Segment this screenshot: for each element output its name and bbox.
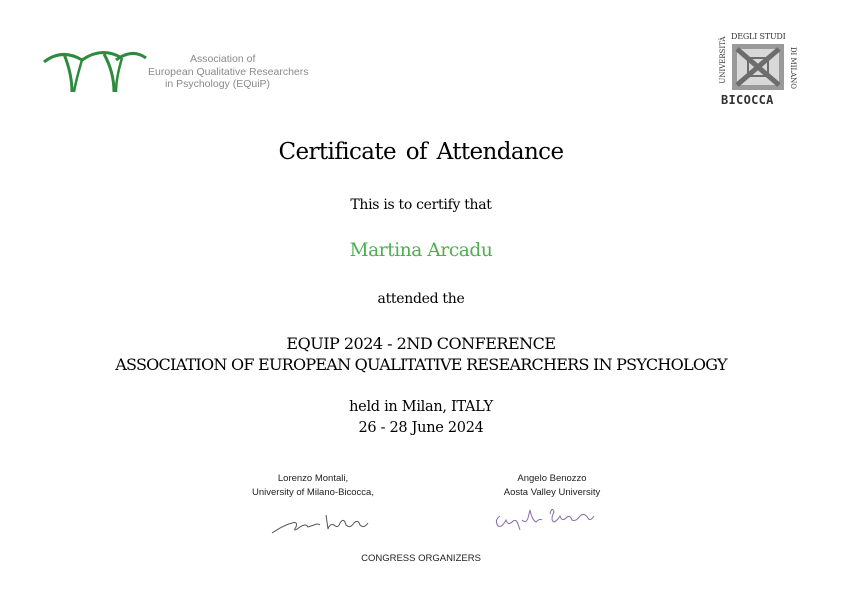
organizer-2-name: Angelo Benozzo (517, 473, 587, 484)
congress-organizers-label: CONGRESS ORGANIZERS (361, 553, 481, 564)
organizer-1-name: Lorenzo Montali, (277, 473, 349, 484)
organizer-1 (233, 472, 393, 500)
event-location: held in Milan, ITALY (349, 399, 493, 415)
bicocca-emblem-icon (730, 42, 786, 92)
equip-logo (42, 42, 309, 98)
recipient-name: Martina Arcadu (349, 240, 493, 261)
signature-2 (492, 500, 596, 534)
signature-1 (270, 503, 370, 535)
equip-arches-icon (42, 44, 152, 94)
equip-line-1: Association of (190, 53, 256, 65)
certificate-title: Certificate of Attendance (278, 139, 564, 165)
equip-line-3: in Psychology (EQuiP) (165, 78, 271, 90)
university-logo-bottom: BICOCCA (721, 93, 774, 107)
event-dates: 26 - 28 June 2024 (358, 420, 484, 436)
event-subtitle: ASSOCIATION OF EUROPEAN QUALITATIVE RESEARCHERS IN PSYCHOLOGY (115, 355, 727, 374)
certify-line: This is to certify that (350, 197, 492, 213)
organizer-1-affiliation: University of Milano-Bicocca, (252, 487, 374, 498)
university-logo-top: DEGLI STUDI (731, 32, 786, 41)
organizer-2 (472, 472, 632, 500)
attended-line: attended the (377, 291, 465, 307)
university-logo-right: DI MILANO (789, 46, 797, 90)
university-logo (718, 30, 796, 108)
event-title: EQUIP 2024 - 2ND CONFERENCE (286, 334, 556, 353)
university-logo-left: UNIVERSITÀ (719, 36, 727, 84)
organizer-2-affiliation: Aosta Valley University (503, 487, 601, 498)
equip-line-2: European Qualitative Researchers (148, 65, 309, 78)
